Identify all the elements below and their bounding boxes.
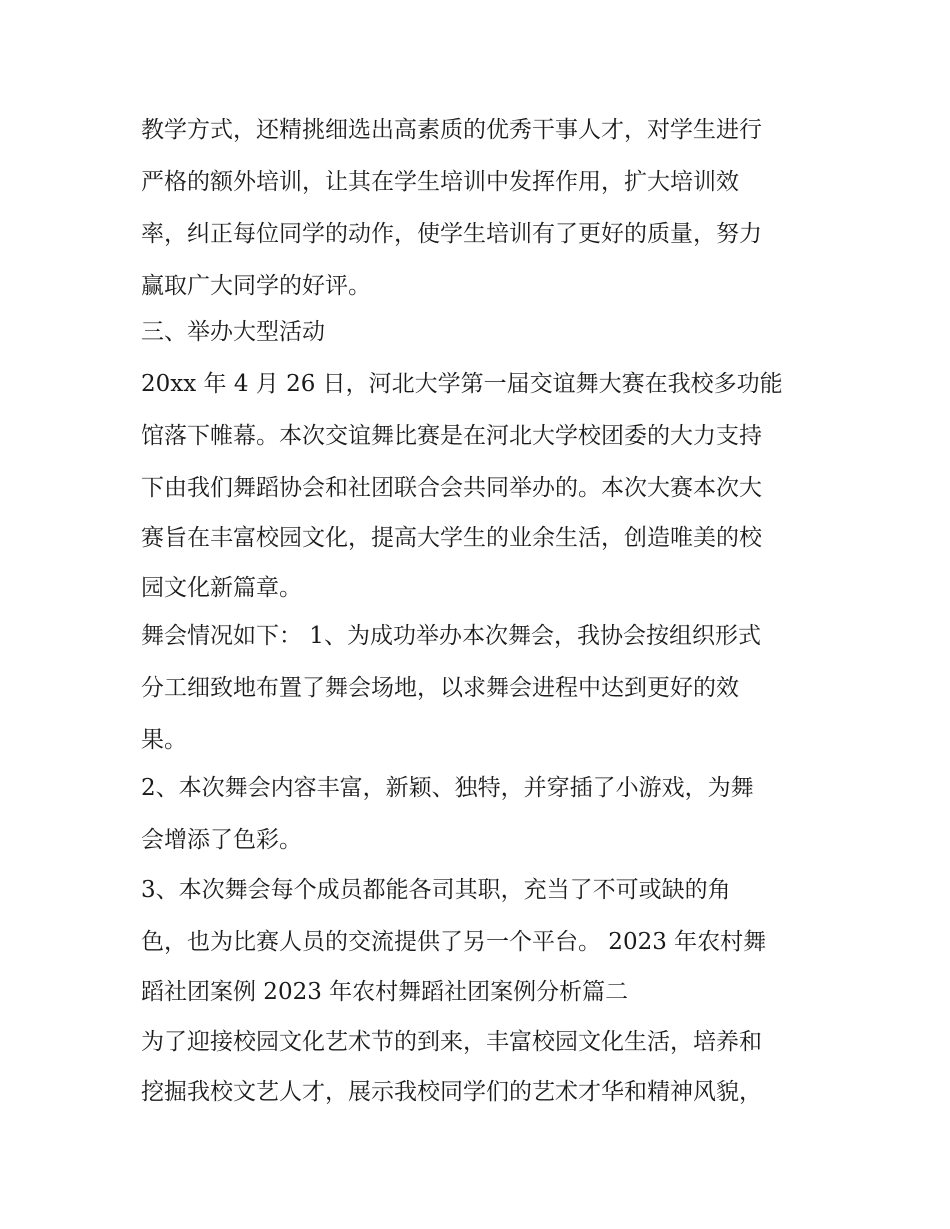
- section-heading: 三、举办大型活动: [141, 319, 325, 345]
- text-line: 20xx 年 4 月 26 日，河北大学第一届交谊舞大赛在我校多功能: [141, 371, 783, 397]
- text-line: 2、本次舞会内容丰富，新颖、独特，并穿插了小游戏，为舞: [141, 775, 754, 801]
- text-line: 馆落下帷幕。本次交谊舞比赛是在河北大学校团委的大力支持: [141, 423, 762, 449]
- text-line: 蹈社团案例 2023 年农村舞蹈社团案例分析篇二: [141, 979, 629, 1005]
- text-line: 赛旨在丰富校园文化，提高大学生的业余生活，创造唯美的校: [141, 525, 762, 551]
- text-line: 色，也为比赛人员的交流提供了另一个平台。 2023 年农村舞: [141, 929, 767, 955]
- text-line: 分工细致地布置了舞会场地，以求舞会进程中达到更好的效: [141, 675, 739, 701]
- text-line: 3、本次舞会每个成员都能各司其职，充当了不可或缺的角: [141, 877, 731, 903]
- text-line: 为了迎接校园文化艺术节的到来，丰富校园文化生活，培养和: [141, 1029, 762, 1055]
- text-line: 舞会情况如下： 1、为成功举办本次舞会，我协会按组织形式: [141, 623, 761, 649]
- text-line: 严格的额外培训，让其在学生培训中发挥作用，扩大培训效: [141, 169, 739, 195]
- text-line: 会增添了色彩。: [141, 827, 302, 853]
- text-line: 率，纠正每位同学的动作，使学生培训有了更好的质量，努力: [141, 221, 762, 247]
- text-line: 教学方式，还精挑细选出高素质的优秀干事人才，对学生进行: [141, 117, 762, 143]
- text-line: 赢取广大同学的好评。: [141, 273, 371, 299]
- text-line: 果。: [141, 727, 187, 753]
- text-line: 挖掘我校文艺人才，展示我校同学们的艺术才华和精神风貌，: [141, 1079, 762, 1105]
- text-line: 园文化新篇章。: [141, 575, 302, 601]
- text-line: 下由我们舞蹈协会和社团联合会共同举办的。本次大赛本次大: [141, 475, 762, 501]
